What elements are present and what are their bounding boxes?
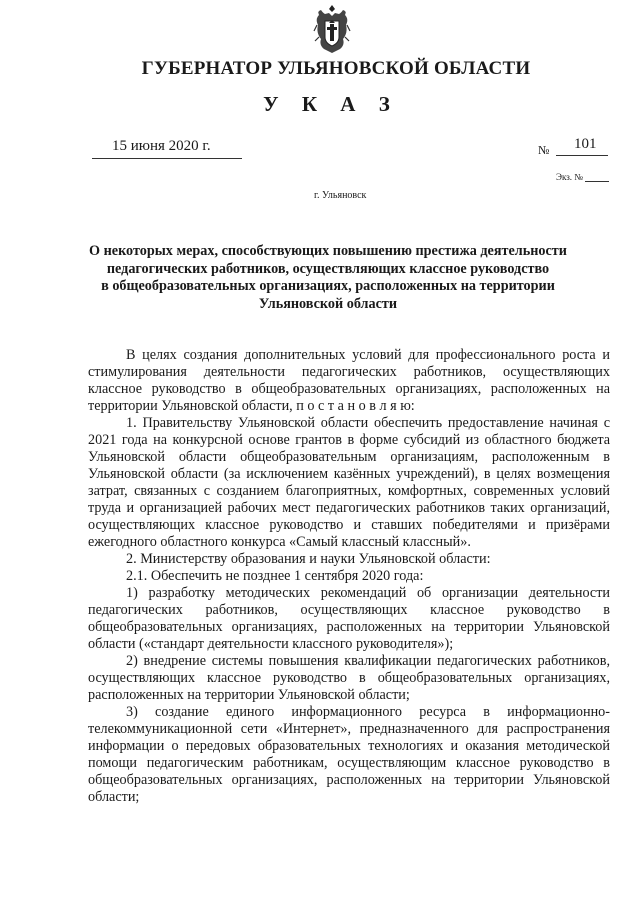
heading-line: Ульяновской области [258, 295, 398, 312]
document-type: У К А З [263, 92, 399, 116]
clause-2-1: 2.1. Обеспечить не позднее 1 сентября 2020 года: [126, 568, 424, 584]
heading-line: О некоторых мерах, способствующих повышению престижа деятельности [89, 243, 567, 259]
governor-title: ГУБЕРНАТОР УЛЬЯНОВСКОЙ ОБЛАСТИ [141, 58, 531, 79]
decree-heading [70, 243, 586, 313]
clause-2-1-item-2: 2) внедрение системы повышения квалификации педагогических работников, осуществляющих классное руководство в общеобразовательных организациях, расположенных на территории Ульяновской области; [88, 653, 610, 703]
preamble-paragraph: В целях создания дополнительных условий для профессионального роста и стимулирования деятельности педагогических работников, осуществляющих классное руководство в общеобразовательных организациях, расположенных на территории Ульяновской области, п о с т а н о в л я ю: [88, 347, 610, 414]
city: г. Ульяновск [314, 190, 367, 201]
decree-body [88, 347, 610, 806]
clause-2-1-item-3: 3) создание единого информационного ресурса в информационно-телекоммуникационной сети «Интернет», предназначенного для распространения информации о передовых образовательных технологиях и оказания методической помощи педагогическим работникам, осуществляющим классное руководство в общеобразовательных организациях, расположенных на территории Ульяновской области; [88, 704, 610, 805]
clause-2: 2. Министерству образования и науки Ульяновской области: [126, 551, 491, 567]
copy-number-label: Экз. № [556, 172, 583, 182]
number-label: № [538, 143, 550, 157]
clause-1: 1. Правительству Ульяновской области обеспечить предоставление начиная с 2021 года на конкурсной основе грантов в форме субсидий из областного бюджета Ульяновской области общеобразовательным организациям, расположенным в Ульяновской области (за исключением казённых учреждений), в целях возмещения затрат, связанных с созданием благоприятных, комфортных, современных условий труда и организацией рабочих мест педагогических работников таких организаций, осуществляющих классное руководство и ставших победителями и призёрами ежегодного областного конкурса «Самый классный классный». [88, 415, 610, 550]
heading-line: в общеобразовательных организациях, расположенных на территории [101, 278, 555, 294]
coat-of-arms-icon [313, 3, 351, 55]
number-underline [556, 155, 608, 156]
clause-2-1-item-1: 1) разработку методических рекомендаций об организации деятельности педагогических работников, осуществляющих классное руководство в общеобразовательных организациях, расположенных на территории Ульяновской области («стандарт деятельности классного руководителя»); [88, 585, 610, 652]
date-underline [92, 158, 242, 159]
decree-date: 15 июня 2020 г. [112, 138, 211, 154]
copy-number-underline [585, 181, 609, 182]
heading-line: педагогических работников, осуществляющих классное руководство [106, 260, 550, 277]
decree-number: 101 [574, 136, 597, 152]
